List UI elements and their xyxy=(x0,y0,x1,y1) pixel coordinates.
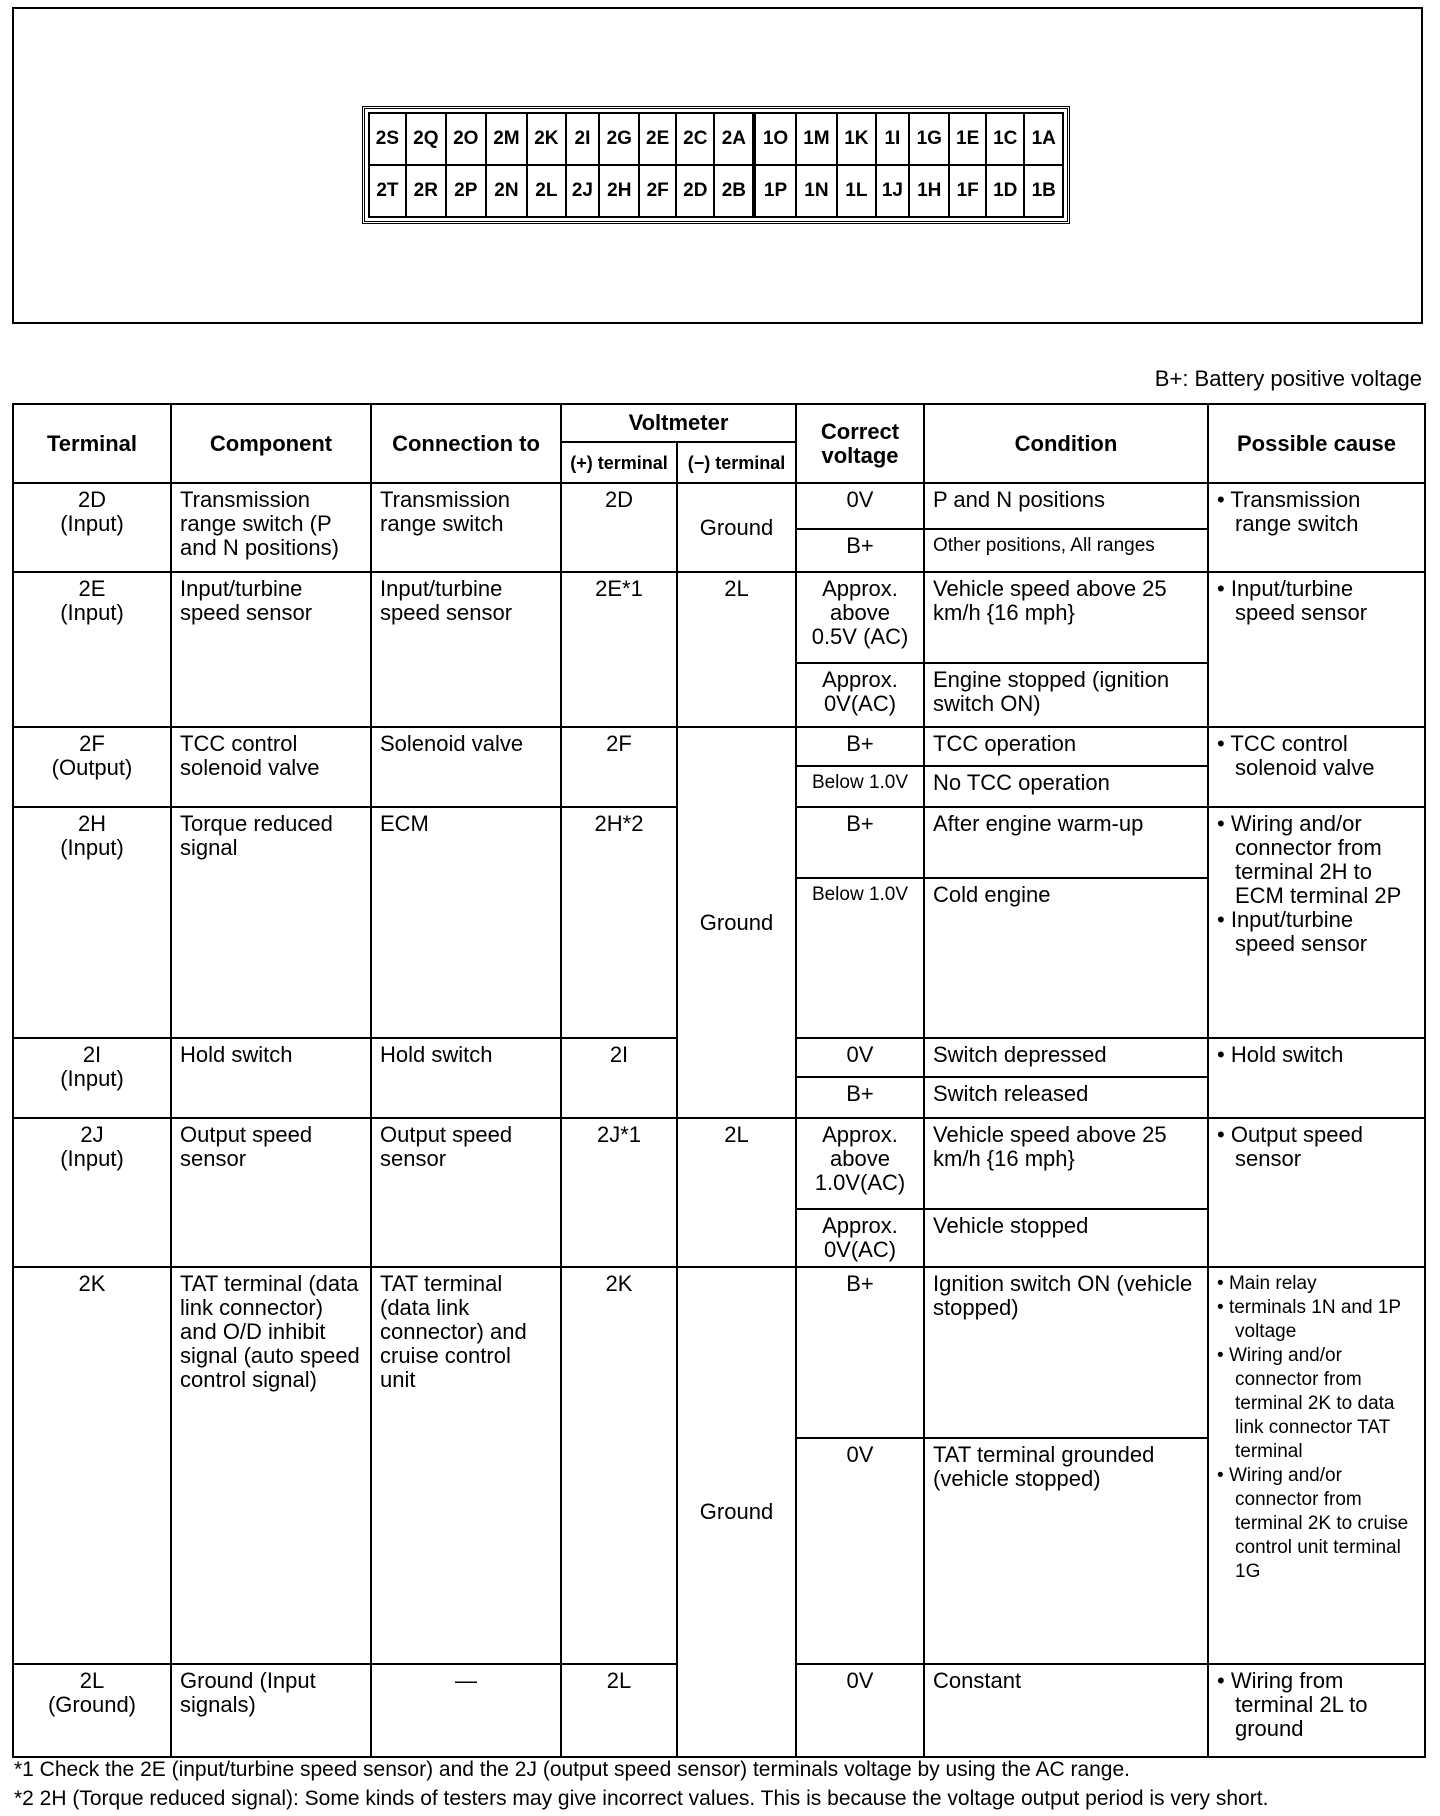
correct-voltage-cell: B+ xyxy=(796,529,924,572)
connection-cell: Hold switch xyxy=(371,1038,561,1118)
possible-cause-cell xyxy=(1208,572,1425,727)
bullet-icon: • xyxy=(1217,811,1231,836)
possible-cause-item xyxy=(1217,812,1416,908)
terminal-direction: (Output) xyxy=(51,755,133,780)
minus-terminal-cell: 2L xyxy=(677,572,796,727)
possible-cause-text: Wiring and/or connector from terminal 2H to ECM terminal 2P xyxy=(1230,811,1402,908)
correct-voltage-cell: 0V xyxy=(796,1664,924,1757)
possible-cause-cell xyxy=(1208,1118,1425,1267)
footnote-2: *2 2H (Torque reduced signal): Some kinds of testers may give incorrect values. This is because the voltage output period is very short. xyxy=(14,1787,1269,1810)
correct-voltage-cell: Approx. above 0.5V (AC) xyxy=(796,572,924,663)
connector-pin: 2O xyxy=(446,113,486,165)
connector-pin: 2N xyxy=(486,165,527,217)
possible-cause-item xyxy=(1217,1296,1416,1344)
condition-cell: Switch depressed xyxy=(924,1038,1208,1077)
possible-cause-cell xyxy=(1208,1038,1425,1118)
connector-pin: 2B xyxy=(714,165,754,217)
terminal-direction: (Input) xyxy=(60,600,124,625)
connector-pin: 1G xyxy=(909,113,949,165)
connector-pin: 2H xyxy=(599,165,639,217)
terminal-id: 2E xyxy=(78,576,106,601)
connector-diagram-box xyxy=(12,7,1423,324)
condition-cell: Other positions, All ranges xyxy=(924,529,1208,572)
plus-terminal-cell: 2L xyxy=(561,1664,677,1757)
possible-cause-text: Main relay xyxy=(1228,1273,1317,1294)
possible-cause-cell xyxy=(1208,1267,1425,1664)
correct-voltage-cell: B+ xyxy=(796,727,924,766)
correct-voltage-cell: Approx. 0V(AC) xyxy=(796,663,924,727)
connector-pin: 2F xyxy=(639,165,676,217)
terminal-direction: (Input) xyxy=(60,1146,124,1171)
possible-cause-text: Wiring and/or connector from terminal 2K to cruise control unit terminal 1G xyxy=(1228,1465,1409,1582)
condition-cell: No TCC operation xyxy=(924,766,1208,807)
terminal-direction: (Input) xyxy=(60,511,124,536)
minus-terminal-cell: Ground xyxy=(677,483,796,572)
possible-cause-cell xyxy=(1208,483,1425,572)
terminal-cell xyxy=(13,483,171,572)
component-cell: Torque reduced signal xyxy=(171,807,371,1038)
connector-pin: 1H xyxy=(909,165,949,217)
connection-cell: TAT terminal (data link connector) and cruise control unit xyxy=(371,1267,561,1664)
terminal-direction: (Input) xyxy=(60,1066,124,1091)
terminal-cell xyxy=(13,1664,171,1757)
condition-cell: TCC operation xyxy=(924,727,1208,766)
connector-pin: 1F xyxy=(949,165,986,217)
bullet-icon: • xyxy=(1217,1465,1229,1486)
header-plus-terminal: (+) terminal xyxy=(561,442,677,483)
connection-cell: Input/turbine speed sensor xyxy=(371,572,561,727)
terminal-id: 2H xyxy=(77,811,107,836)
possible-cause-text: Wiring and/or connector from terminal 2K to data link connector TAT terminal xyxy=(1228,1345,1395,1462)
header-minus-terminal: (−) terminal xyxy=(677,442,796,483)
table-row xyxy=(13,1118,1425,1209)
component-cell: Input/turbine speed sensor xyxy=(171,572,371,727)
connector-pin: 1N xyxy=(796,165,837,217)
connector-row xyxy=(369,113,1063,165)
header-condition: Condition xyxy=(924,404,1208,483)
connector-pin: 1J xyxy=(876,165,910,217)
connector-pin: 1D xyxy=(986,165,1024,217)
condition-cell: TAT terminal grounded (vehicle stopped) xyxy=(924,1438,1208,1664)
bullet-icon: • xyxy=(1217,731,1231,756)
connection-cell: Output speed sensor xyxy=(371,1118,561,1267)
terminal-cell xyxy=(13,572,171,727)
possible-cause-item xyxy=(1217,908,1416,956)
connector-pin: 2P xyxy=(446,165,486,217)
correct-voltage-cell: Below 1.0V xyxy=(796,878,924,1038)
table-row xyxy=(13,483,1425,529)
bullet-icon: • xyxy=(1217,1668,1231,1693)
condition-cell: Constant xyxy=(924,1664,1208,1757)
plus-terminal-cell: 2E*1 xyxy=(561,572,677,727)
possible-cause-cell xyxy=(1208,1664,1425,1757)
connector-pin: 1E xyxy=(949,113,986,165)
possible-cause-item xyxy=(1217,1669,1416,1741)
connector-pin: 2K xyxy=(527,113,565,165)
bullet-icon: • xyxy=(1217,1042,1231,1067)
header-connection: Connection to xyxy=(371,404,561,483)
condition-cell: P and N positions xyxy=(924,483,1208,529)
possible-cause-item xyxy=(1217,577,1416,625)
terminal-direction: (Input) xyxy=(60,835,124,860)
minus-terminal-cell: Ground xyxy=(677,727,796,1118)
connection-cell: Transmission range switch xyxy=(371,483,561,572)
correct-voltage-cell: B+ xyxy=(796,1077,924,1118)
possible-cause-text: Input/turbine speed sensor xyxy=(1230,907,1368,956)
plus-terminal-cell: 2J*1 xyxy=(561,1118,677,1267)
connector-pin: 1L xyxy=(837,165,875,217)
correct-voltage-cell: 0V xyxy=(796,1038,924,1077)
legend-note: B+: Battery positive voltage xyxy=(1154,366,1422,391)
condition-cell: Vehicle speed above 25 km/h {16 mph} xyxy=(924,1118,1208,1209)
possible-cause-text: Wiring from terminal 2L to ground xyxy=(1230,1668,1368,1741)
connector-pin: 2E xyxy=(639,113,676,165)
connector-pin: 2J xyxy=(566,165,600,217)
possible-cause-item xyxy=(1217,1043,1416,1067)
condition-cell: Cold engine xyxy=(924,878,1208,1038)
terminal-id: 2F xyxy=(79,731,105,756)
possible-cause-item xyxy=(1217,488,1416,536)
plus-terminal-cell: 2H*2 xyxy=(561,807,677,1038)
plus-terminal-cell: 2I xyxy=(561,1038,677,1118)
connector-pin: 1P xyxy=(754,165,795,217)
possible-cause-item xyxy=(1217,1123,1416,1171)
connector-pin: 1I xyxy=(876,113,910,165)
header-voltmeter: Voltmeter xyxy=(561,404,796,442)
condition-cell: Switch released xyxy=(924,1077,1208,1118)
connector-pin: 1A xyxy=(1024,113,1063,165)
connector-pin: 2S xyxy=(369,113,406,165)
bullet-icon: • xyxy=(1217,907,1231,932)
correct-voltage-cell: 0V xyxy=(796,483,924,529)
component-cell: TAT terminal (data link connector) and O/D inhibit signal (auto speed control signal) xyxy=(171,1267,371,1664)
connector-pin: 2G xyxy=(599,113,639,165)
possible-cause-text: Hold switch xyxy=(1230,1042,1344,1067)
condition-cell: Ignition switch ON (vehicle stopped) xyxy=(924,1267,1208,1438)
possible-cause-cell xyxy=(1208,727,1425,807)
footnote-1: *1 Check the 2E (input/turbine speed sensor) and the 2J (output speed sensor) terminals voltage by using the AC range. xyxy=(14,1758,1130,1781)
terminal-id: 2J xyxy=(80,1122,104,1147)
possible-cause-cell xyxy=(1208,807,1425,1038)
table-row xyxy=(13,1267,1425,1438)
connector-diagram xyxy=(362,106,1070,224)
possible-cause-item xyxy=(1217,1272,1416,1296)
bullet-icon: • xyxy=(1217,1122,1231,1147)
bullet-icon: • xyxy=(1217,1273,1229,1294)
connector-pin: 2I xyxy=(566,113,600,165)
connection-cell: ECM xyxy=(371,807,561,1038)
plus-terminal-cell: 2K xyxy=(561,1267,677,1664)
component-cell: Output speed sensor xyxy=(171,1118,371,1267)
possible-cause-item xyxy=(1217,1464,1416,1584)
condition-cell: Engine stopped (ignition switch ON) xyxy=(924,663,1208,727)
connector-row xyxy=(369,165,1063,217)
connector-pin: 1B xyxy=(1024,165,1063,217)
terminal-id: 2I xyxy=(82,1042,102,1067)
connector-pin: 1O xyxy=(754,113,795,165)
connector-pin: 2T xyxy=(369,165,406,217)
possible-cause-item xyxy=(1217,1344,1416,1464)
connector-pin: 2M xyxy=(486,113,527,165)
component-cell: Ground (Input signals) xyxy=(171,1664,371,1757)
connection-cell: — xyxy=(371,1664,561,1757)
connector-pin: 1K xyxy=(837,113,875,165)
correct-voltage-cell: B+ xyxy=(796,807,924,878)
correct-voltage-cell: B+ xyxy=(796,1267,924,1438)
connector-pin: 1M xyxy=(796,113,837,165)
connector-pin: 2C xyxy=(676,113,714,165)
connector-pin: 2L xyxy=(527,165,565,217)
correct-voltage-cell: Approx. 0V(AC) xyxy=(796,1209,924,1267)
header-cause: Possible cause xyxy=(1208,404,1425,483)
connection-cell: Solenoid valve xyxy=(371,727,561,807)
connector-pin: 2R xyxy=(406,165,446,217)
header-voltage: Correct voltage xyxy=(796,404,924,483)
correct-voltage-cell: Below 1.0V xyxy=(796,766,924,807)
terminal-id: 2K xyxy=(78,1271,106,1296)
condition-cell: Vehicle speed above 25 km/h {16 mph} xyxy=(924,572,1208,663)
terminal-id: 2D xyxy=(77,487,107,512)
plus-terminal-cell: 2D xyxy=(561,483,677,572)
terminal-cell xyxy=(13,727,171,807)
connector-pin: 2Q xyxy=(406,113,446,165)
possible-cause-text: Output speed sensor xyxy=(1230,1122,1363,1171)
possible-cause-text: terminals 1N and 1P voltage xyxy=(1228,1297,1401,1342)
component-cell: TCC control solenoid valve xyxy=(171,727,371,807)
minus-terminal-cell: 2L xyxy=(677,1118,796,1267)
terminal-cell xyxy=(13,1038,171,1118)
correct-voltage-cell: Approx. above 1.0V(AC) xyxy=(796,1118,924,1209)
terminal-cell xyxy=(13,1118,171,1267)
bullet-icon: • xyxy=(1217,1345,1229,1366)
terminal-cell xyxy=(13,807,171,1038)
component-cell: Hold switch xyxy=(171,1038,371,1118)
bullet-icon: • xyxy=(1217,576,1231,601)
terminal-voltage-table xyxy=(12,403,1426,1758)
condition-cell: After engine warm-up xyxy=(924,807,1208,878)
possible-cause-text: TCC control solenoid valve xyxy=(1230,731,1375,780)
bullet-icon: • xyxy=(1217,487,1231,512)
header-component: Component xyxy=(171,404,371,483)
connector-pin: 2A xyxy=(714,113,754,165)
terminal-id: 2L xyxy=(79,1668,105,1693)
terminal-direction: (Ground) xyxy=(47,1692,137,1717)
correct-voltage-cell: 0V xyxy=(796,1438,924,1664)
component-cell: Transmission range switch (P and N positions) xyxy=(171,483,371,572)
possible-cause-item xyxy=(1217,732,1416,780)
condition-cell: Vehicle stopped xyxy=(924,1209,1208,1267)
bullet-icon: • xyxy=(1217,1297,1229,1318)
connector-pin: 1C xyxy=(986,113,1024,165)
table-row xyxy=(13,727,1425,766)
terminal-cell xyxy=(13,1267,171,1664)
header-terminal: Terminal xyxy=(13,404,171,483)
minus-terminal-cell: Ground xyxy=(677,1267,796,1757)
possible-cause-text: Input/turbine speed sensor xyxy=(1230,576,1368,625)
connector-pin: 2D xyxy=(676,165,714,217)
possible-cause-text: Transmission range switch xyxy=(1230,487,1361,536)
plus-terminal-cell: 2F xyxy=(561,727,677,807)
table-row xyxy=(13,572,1425,663)
